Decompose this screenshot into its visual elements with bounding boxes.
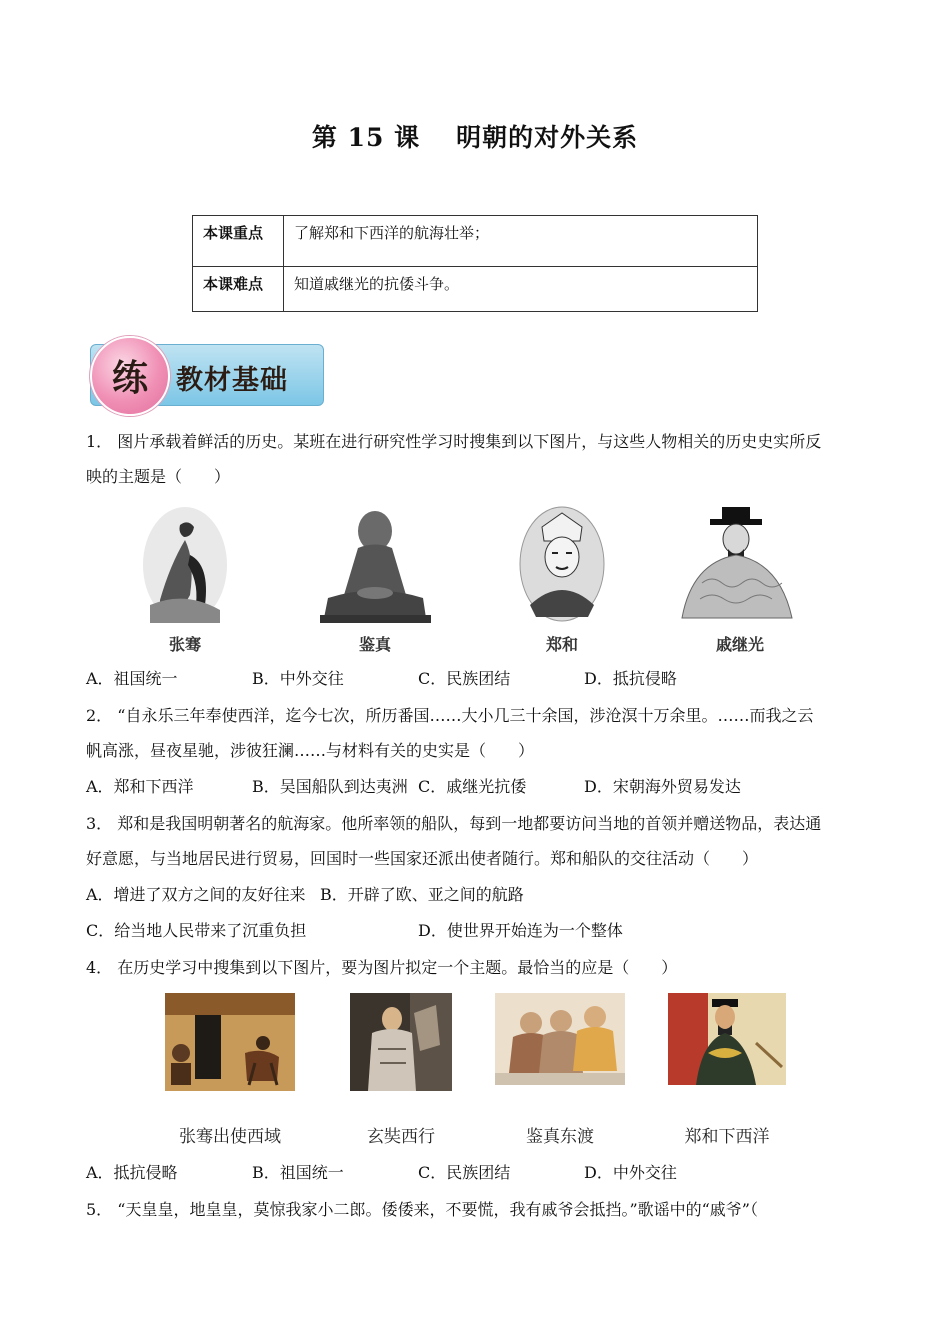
q2-stem-line2: 帆高涨，昼夜星驰，涉彼狂澜……与材料有关的史实是（ ） bbox=[86, 741, 535, 760]
section-banner bbox=[88, 336, 328, 412]
keypoints-table bbox=[192, 215, 758, 312]
keypoint-header: 本课难点 bbox=[193, 267, 284, 312]
jianzhen-crossing-image bbox=[495, 993, 625, 1085]
q5-stem-line1: 5． “天皇皇，地皇皇，莫惊我家小二郎。倭倭来，不要慌，我有戚爷会抵挡。”歌谣中的“戚爷”（ bbox=[86, 1200, 758, 1219]
zhangqian-portrait bbox=[140, 505, 230, 625]
q4-option-b[interactable]: B．祖国统一 bbox=[252, 1163, 344, 1182]
q1-option-a[interactable]: A．祖国统一 bbox=[86, 669, 178, 688]
keypoint-row bbox=[193, 216, 758, 267]
q4-caption: 鉴真东渡 bbox=[526, 1127, 594, 1147]
q2-option-d[interactable]: D．宋朝海外贸易发达 bbox=[584, 777, 741, 796]
keypoint-text: 知道戚继光的抗倭斗争。 bbox=[284, 267, 758, 312]
q1-option-d[interactable]: D．抵抗侵略 bbox=[584, 669, 677, 688]
q1-stem-line2: 映的主题是（ ） bbox=[86, 467, 231, 486]
q4-stem-line1: 4． 在历史学习中搜集到以下图片，要为图片拟定一个主题。最恰当的应是（ ） bbox=[86, 958, 678, 977]
q4-option-d[interactable]: D．中外交往 bbox=[584, 1163, 677, 1182]
q1-stem-line1: 1． 图片承载着鲜活的历史。某班在进行研究性学习时搜集到以下图片，与这些人物相关的历史史实所反 bbox=[86, 432, 822, 451]
q3-option-a[interactable]: A．增进了双方之间的友好往来 bbox=[86, 885, 306, 904]
banner-title: 教材基础 bbox=[176, 365, 288, 396]
q1-option-c[interactable]: C．民族团结 bbox=[418, 669, 511, 688]
q3-option-c[interactable]: C．给当地人民带来了沉重负担 bbox=[86, 921, 307, 940]
qijiguang-portrait bbox=[672, 503, 800, 625]
keypoint-text: 了解郑和下西洋的航海壮举； bbox=[284, 216, 758, 267]
q2-stem-line1: 2． “自永乐三年奉使西洋，迄今七次，所历番国……大小几三十余国，涉沧溟十万余里。……而我之云 bbox=[86, 706, 814, 725]
q4-option-c[interactable]: C．民族团结 bbox=[418, 1163, 511, 1182]
jianzhen-statue bbox=[318, 503, 433, 625]
q2-option-c[interactable]: C．戚继光抗倭 bbox=[418, 777, 527, 796]
lesson-number: 第 15 课 bbox=[311, 123, 421, 152]
q1-option-b[interactable]: B．中外交往 bbox=[252, 669, 344, 688]
q1-caption: 张骞 bbox=[168, 635, 201, 654]
lesson-name: 明朝的对外关系 bbox=[456, 123, 639, 152]
zhenghe-voyage-image bbox=[668, 993, 786, 1085]
keypoint-header: 本课重点 bbox=[193, 216, 284, 267]
q2-option-b[interactable]: B．吴国船队到达夷洲 bbox=[252, 777, 408, 796]
q3-option-d[interactable]: D．使世界开始连为一个整体 bbox=[418, 921, 623, 940]
q3-stem-line2: 好意愿，与当地居民进行贸易，回国时一些国家还派出使者随行。郑和船队的交往活动（ ） bbox=[86, 849, 759, 868]
q1-caption: 戚继光 bbox=[715, 635, 764, 654]
q4-caption: 张骞出使西域 bbox=[179, 1127, 281, 1147]
keypoint-row bbox=[193, 267, 758, 312]
zhenghe-portrait bbox=[518, 505, 606, 623]
q4-caption: 玄奘西行 bbox=[367, 1127, 435, 1147]
lesson-title bbox=[0, 118, 950, 154]
q4-option-a[interactable]: A．抵抗侵略 bbox=[86, 1163, 178, 1182]
q1-caption: 郑和 bbox=[545, 635, 578, 654]
q1-caption: 鉴真 bbox=[358, 635, 391, 654]
zhangqian-mural-image bbox=[165, 993, 295, 1091]
q2-option-a[interactable]: A．郑和下西洋 bbox=[86, 777, 194, 796]
q3-stem-line1: 3． 郑和是我国明朝著名的航海家。他所率领的船队，每到一地都要访问当地的首领并赠送物品，表达通 bbox=[86, 814, 822, 833]
q3-option-b[interactable]: B．开辟了欧、亚之间的航路 bbox=[320, 885, 524, 904]
q4-caption: 郑和下西洋 bbox=[684, 1127, 770, 1147]
banner-badge: 练 bbox=[111, 357, 148, 399]
xuanzang-image bbox=[350, 993, 452, 1091]
